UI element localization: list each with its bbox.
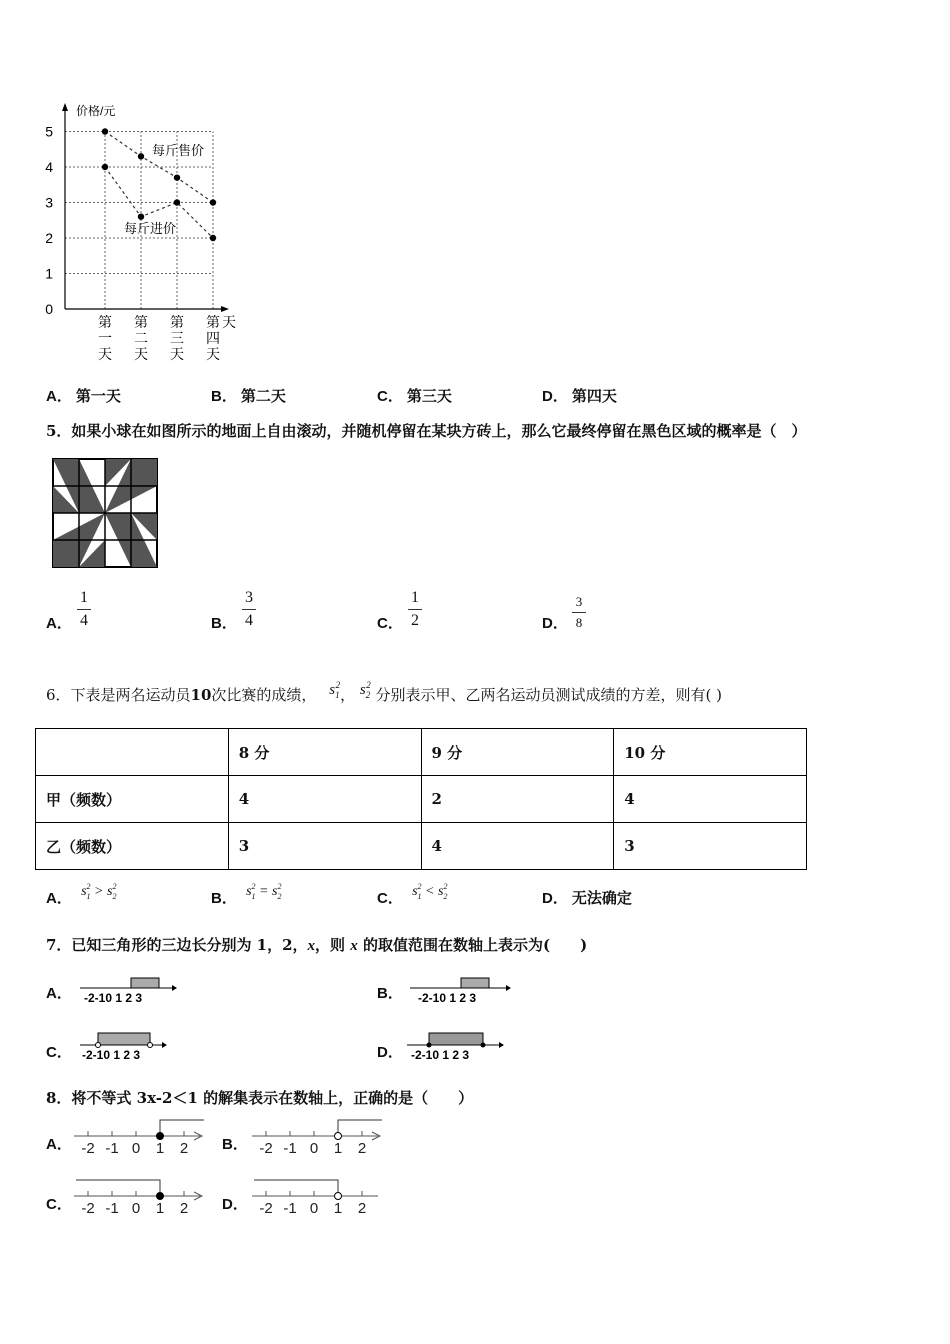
data-point: [210, 199, 216, 205]
q8-option-c[interactable]: C．: [46, 1196, 72, 1213]
score-table: [35, 728, 807, 870]
tick-label: -2: [259, 1140, 273, 1157]
table-cell: 甲（频数）: [36, 776, 229, 823]
q6-option-c[interactable]: C． $s_1^2 < s_2^2$: [377, 882, 448, 907]
tick-label: -1: [283, 1140, 297, 1157]
tick-label: 0: [131, 1200, 141, 1217]
x-axis-label: 天: [222, 314, 236, 330]
y-tick-label: 2: [45, 230, 53, 246]
y-axis-arrow: [62, 103, 68, 111]
tick-label: -2: [81, 1200, 95, 1217]
x-tick-label: 天: [98, 346, 112, 362]
table-cell: 2: [421, 776, 614, 823]
q7-option-b[interactable]: B．: [377, 985, 403, 1002]
q5-fraction-c: 1 2: [408, 589, 422, 630]
data-point: [138, 153, 144, 159]
q7-axis-a: [78, 970, 178, 1006]
y-tick-label: 5: [45, 123, 53, 140]
q8-option-d[interactable]: D．: [222, 1196, 248, 1213]
tick-label: 0: [309, 1140, 319, 1157]
table-cell: 4: [421, 823, 614, 870]
y-axis-label: 价格/元: [76, 104, 116, 118]
q6-option-a[interactable]: A． $s_1^2 > s_2^2$: [46, 882, 117, 907]
q5-fraction-a: 1 4: [77, 589, 91, 630]
data-point: [138, 214, 144, 220]
y-tick-label: 0: [45, 301, 53, 317]
tick-label: 1: [333, 1200, 343, 1217]
tick-label: 2: [179, 1200, 189, 1217]
table-row: [36, 729, 807, 776]
table-cell: 4: [614, 776, 807, 823]
q5-option-c[interactable]: C．: [377, 615, 403, 632]
q6-option-b[interactable]: B． $s_1^2 = s_2^2$: [211, 882, 282, 907]
table-cell: [36, 729, 229, 776]
x-tick-label: 第: [170, 314, 184, 330]
tick-label: 0: [309, 1200, 319, 1217]
x-tick-label: 第: [134, 314, 148, 330]
series-label: 每斤进价: [124, 221, 177, 236]
tick-label: -1: [105, 1140, 119, 1157]
table-row: [36, 776, 807, 823]
q7-axis-c-labels: -2-10 1 2 3: [82, 1048, 141, 1062]
table-cell: 4: [228, 776, 421, 823]
x-tick-label: 四: [206, 330, 220, 346]
q5-question: 5．如果小球在如图所示的地面上自由滚动，并随机停留在某块方砖上，那么它最终停留在黑色区域的概率是（ ）: [46, 422, 807, 440]
q4-option-a[interactable]: A． 第一天: [46, 387, 121, 405]
q5-option-b[interactable]: B．: [211, 615, 237, 632]
x-tick-label: 第: [206, 314, 220, 330]
q8-axis-d: [250, 1178, 390, 1218]
q4-option-d[interactable]: D． 第四天: [542, 387, 617, 405]
solution-ray: [76, 1180, 160, 1196]
q4-option-c[interactable]: C． 第三天: [377, 387, 452, 405]
q7-axis-d-labels: -2-10 1 2 3: [411, 1048, 470, 1062]
x-tick-label: 一: [98, 330, 112, 346]
data-point: [174, 174, 180, 180]
q7-option-c[interactable]: C．: [46, 1044, 72, 1061]
x-tick-label: 天: [134, 346, 148, 362]
q7-option-d[interactable]: D．: [377, 1044, 403, 1061]
q5-fraction-b: 3 4: [242, 589, 256, 630]
q7-axis-c: [78, 1027, 168, 1063]
table-cell: 乙（频数）: [36, 823, 229, 870]
q8-axis-c: [72, 1178, 212, 1218]
data-point: [210, 235, 216, 241]
data-point: [102, 128, 108, 134]
data-point: [102, 164, 108, 170]
q5-option-a[interactable]: A．: [46, 615, 72, 632]
y-tick-label: 1: [45, 265, 53, 282]
tick-label: -1: [283, 1200, 297, 1217]
q7-axis-d: [405, 1027, 505, 1063]
tick-label: 2: [179, 1140, 189, 1157]
q4-option-b[interactable]: B． 第二天: [211, 387, 286, 405]
q8-option-b[interactable]: B．: [222, 1136, 248, 1153]
y-tick-label: 4: [45, 159, 53, 175]
price-chart: [40, 95, 260, 375]
q8-question: 8．将不等式 3x-2＜1 的解集表示在数轴上，正确的是（ ）: [46, 1089, 474, 1107]
y-tick-label: 3: [45, 194, 53, 211]
data-point: [174, 199, 180, 205]
q7-option-a[interactable]: A．: [46, 985, 72, 1002]
table-row: [36, 823, 807, 870]
tick-label: 1: [333, 1140, 343, 1157]
table-cell: 9 分: [421, 729, 614, 776]
chart-axes: [62, 103, 229, 312]
q8-axis-a: [72, 1118, 212, 1158]
q7-question: 7．已知三角形的三边长分别为 1，2，x，则 x 的取值范围在数轴上表示为( ): [46, 936, 588, 954]
tick-label: 0: [131, 1140, 141, 1157]
solution-ray: [254, 1180, 338, 1196]
table-cell: 10 分: [614, 729, 807, 776]
q8-axis-b: [250, 1118, 390, 1158]
q8-option-a[interactable]: A．: [46, 1136, 72, 1153]
x-tick-label: 三: [170, 330, 184, 346]
x-tick-label: 天: [206, 346, 220, 362]
tick-label: 1: [155, 1140, 165, 1157]
x-axis-arrow: [221, 306, 229, 312]
x-tick-label: 二: [134, 330, 148, 346]
tick-label: -2: [259, 1200, 273, 1217]
chart-labels: [45, 103, 236, 362]
q5-fraction-d: 3 8: [572, 594, 586, 631]
tick-label: 2: [357, 1200, 367, 1217]
q7-axis-a-labels: -2-10 1 2 3: [84, 991, 143, 1005]
q5-option-d[interactable]: D．: [542, 615, 568, 632]
q7-axis-b-labels: -2-10 1 2 3: [418, 991, 477, 1005]
q7-axis-b: [408, 970, 513, 1006]
x-tick-label: 天: [170, 346, 184, 362]
tile-floor-figure: [52, 458, 158, 568]
endpoint: [157, 1133, 164, 1140]
series-label: 每斤售价: [152, 143, 205, 158]
q6-question: 6．下表是两名运动员10次比赛的成绩， $s_1^2$， $s_2^2$ 分别表示甲、乙两名运动员测试成绩的方差，则有( ): [46, 680, 722, 704]
tick-label: -1: [105, 1200, 119, 1217]
table-cell: 8 分: [228, 729, 421, 776]
tick-label: 2: [357, 1140, 367, 1157]
q6-option-d[interactable]: D． 无法确定: [542, 889, 632, 907]
tick-label: 1: [155, 1200, 165, 1217]
x-tick-label: 第: [98, 314, 112, 330]
endpoint: [335, 1133, 342, 1140]
table-cell: 3: [228, 823, 421, 870]
tick-label: -2: [81, 1140, 95, 1157]
endpoint: [335, 1193, 342, 1200]
table-cell: 3: [614, 823, 807, 870]
endpoint: [157, 1193, 164, 1200]
